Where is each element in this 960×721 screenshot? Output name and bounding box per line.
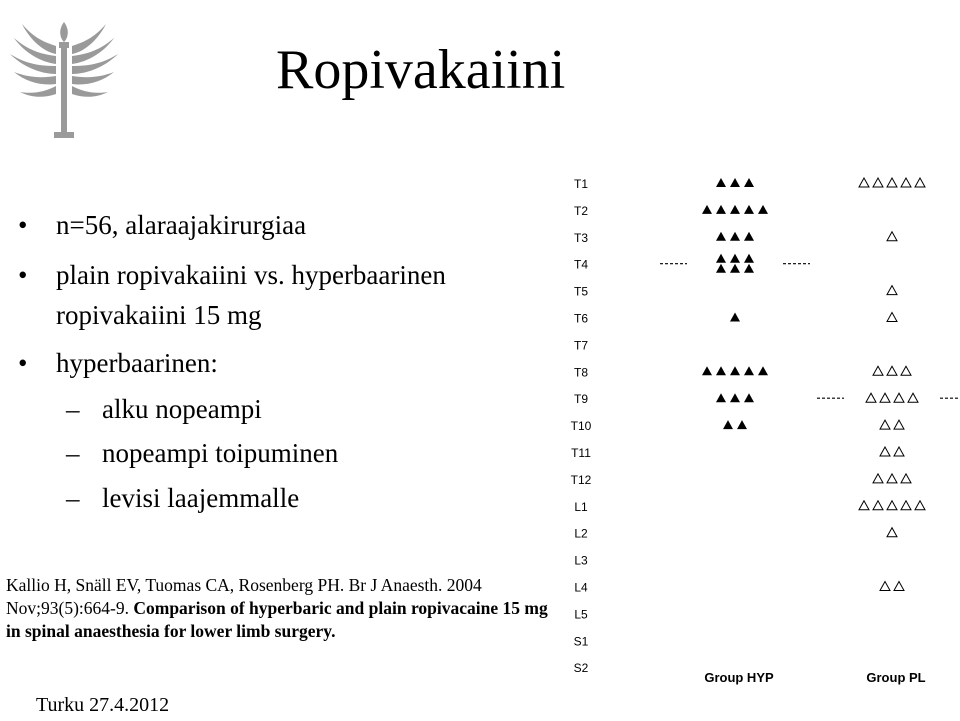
- open-triangle-marker: [894, 420, 904, 429]
- dash-icon: –: [66, 483, 80, 513]
- open-triangle-marker: [901, 366, 911, 375]
- filled-triangle-marker: [730, 313, 740, 322]
- filled-triangle-marker: [730, 205, 740, 214]
- level-label: T4: [573, 257, 589, 272]
- level-label: T8: [573, 365, 589, 380]
- open-triangle-marker: [901, 178, 911, 187]
- filled-triangle-marker: [744, 178, 754, 187]
- level-label: T10: [570, 419, 592, 434]
- filled-triangle-marker: [730, 393, 740, 402]
- level-label: L3: [574, 553, 588, 568]
- filled-triangle-marker: [723, 420, 733, 429]
- open-triangle-marker: [901, 501, 911, 510]
- open-triangle-marker: [915, 501, 925, 510]
- open-triangle-marker: [894, 447, 904, 456]
- citation: [6, 574, 551, 643]
- filled-triangle-marker: [730, 264, 740, 273]
- filled-triangle-marker: [716, 178, 726, 187]
- open-triangle-marker: [873, 366, 883, 375]
- filled-triangle-marker: [730, 178, 740, 187]
- level-label: L5: [574, 607, 588, 622]
- open-triangle-marker: [880, 393, 890, 402]
- level-label: T6: [573, 311, 589, 326]
- filled-triangle-marker: [744, 205, 754, 214]
- open-triangle-marker: [873, 474, 883, 483]
- open-triangle-marker: [880, 420, 890, 429]
- level-label: S1: [573, 634, 589, 649]
- open-triangle-marker: [880, 582, 890, 591]
- footer-date: Turku 27.4.2012: [36, 694, 170, 716]
- filled-triangle-marker: [730, 254, 740, 263]
- open-triangle-marker: [887, 178, 897, 187]
- dash-icon: –: [66, 438, 80, 468]
- open-triangle-marker: [894, 393, 904, 402]
- filled-triangle-marker: [744, 366, 754, 375]
- open-triangle-marker: [880, 447, 890, 456]
- level-label: T3: [573, 230, 589, 245]
- filled-triangle-marker: [744, 393, 754, 402]
- level-label: T9: [573, 392, 589, 407]
- filled-triangle-marker: [716, 393, 726, 402]
- group-label: Group HYP: [704, 670, 774, 685]
- level-label: T12: [570, 472, 592, 487]
- bullet-dot-icon: •: [18, 210, 28, 240]
- open-triangle-marker: [859, 501, 869, 510]
- level-label: S2: [573, 661, 589, 676]
- sensory-block-figure: [540, 160, 960, 700]
- citation-authors: Kallio H, Snäll EV, Tuomas CA, Rosenberg PH. Br J Anaesth. 2004 Nov;93(5):664-9.: [6, 575, 482, 618]
- filled-triangle-marker: [744, 232, 754, 241]
- level-label: T2: [573, 203, 589, 218]
- university-logo: [4, 4, 124, 144]
- filled-triangle-marker: [702, 205, 712, 214]
- citation-title: Comparison of hyperbaric and plain ropivacaine 15 mg in spinal anaesthesia for lower limb surgery.: [6, 598, 548, 641]
- level-label: T11: [571, 446, 591, 460]
- level-label: L2: [574, 526, 588, 541]
- open-triangle-marker: [866, 393, 876, 402]
- level-label: T5: [573, 284, 589, 299]
- open-triangle-marker: [887, 286, 897, 295]
- filled-triangle-marker: [758, 205, 768, 214]
- level-label: L4: [574, 580, 588, 595]
- open-triangle-marker: [887, 313, 897, 322]
- open-triangle-marker: [908, 393, 918, 402]
- filled-triangle-marker: [744, 264, 754, 273]
- bullet-dot-icon: •: [18, 260, 28, 290]
- filled-triangle-marker: [716, 366, 726, 375]
- filled-triangle-marker: [716, 232, 726, 241]
- filled-triangle-marker: [744, 254, 754, 263]
- filled-triangle-marker: [758, 366, 768, 375]
- bullet-dot-icon: •: [18, 348, 28, 378]
- level-label: L1: [574, 499, 588, 514]
- open-triangle-marker: [873, 501, 883, 510]
- open-triangle-marker: [901, 474, 911, 483]
- open-triangle-marker: [915, 178, 925, 187]
- open-triangle-marker: [894, 582, 904, 591]
- level-label: T7: [573, 338, 589, 353]
- level-label: T1: [573, 177, 589, 191]
- open-triangle-marker: [887, 232, 897, 241]
- filled-triangle-marker: [730, 232, 740, 241]
- open-triangle-marker: [887, 474, 897, 483]
- filled-triangle-marker: [702, 366, 712, 375]
- filled-triangle-marker: [716, 254, 726, 263]
- group-label: Group PL: [866, 670, 926, 685]
- filled-triangle-marker: [716, 264, 726, 273]
- open-triangle-marker: [887, 528, 897, 537]
- open-triangle-marker: [873, 178, 883, 187]
- slide-title: Ropivakaiini: [276, 39, 566, 101]
- filled-triangle-marker: [730, 366, 740, 375]
- open-triangle-marker: [887, 501, 897, 510]
- dash-icon: –: [66, 394, 80, 424]
- open-triangle-marker: [887, 366, 897, 375]
- open-triangle-marker: [859, 178, 869, 187]
- filled-triangle-marker: [716, 205, 726, 214]
- filled-triangle-marker: [737, 420, 747, 429]
